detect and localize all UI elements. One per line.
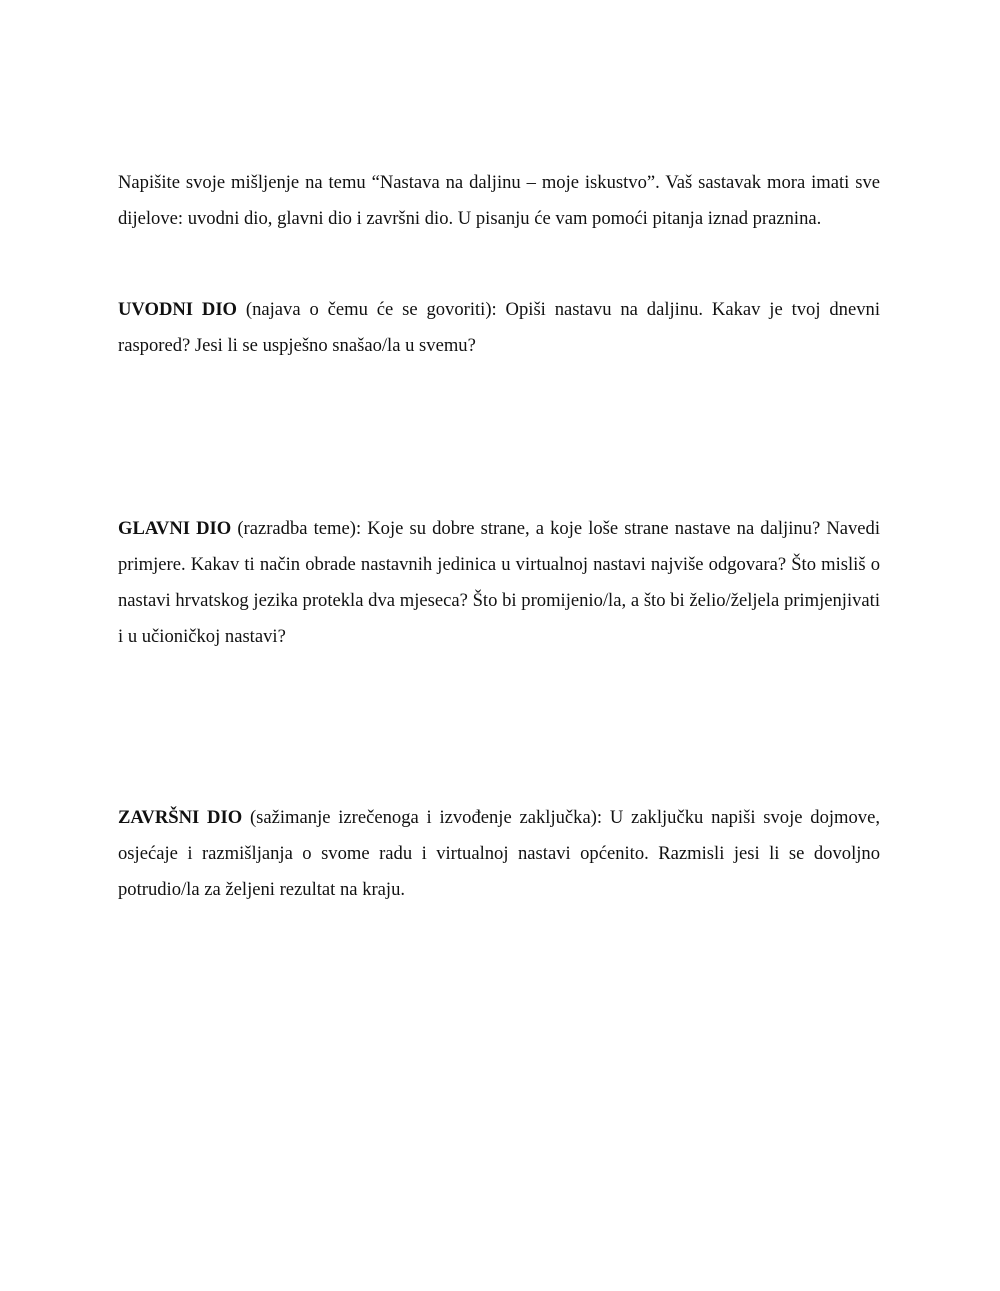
section-heading-zavrsni: ZAVRŠNI DIO (118, 807, 243, 828)
section-heading-uvodni: UVODNI DIO (118, 299, 238, 320)
instructions-text: Napišite svoje mišljenje na temu “Nastava na daljinu – moje iskustvo”. Vaš sastavak mora imati sve dijelove: uvodni dio, glavni dio i završni dio. U pisanju će vam pomoći pitanja iznad praznina. (118, 172, 880, 229)
section-zavrsni-dio (118, 800, 880, 908)
section-glavni-dio (118, 511, 880, 655)
section-text-uvodni: (najava o čemu će se govoriti): Opiši nastavu na daljinu. Kakav je tvoj dnevni raspored? Jesi li se uspješno snašao/la u svemu? (118, 299, 880, 356)
section-uvodni-dio (118, 292, 880, 364)
section-heading-glavni: GLAVNI DIO (118, 518, 232, 539)
section-text-glavni: (razradba teme): Koje su dobre strane, a koje loše strane nastave na daljinu? Navedi primjere. Kakav ti način obrade nastavnih jedinica u virtualnoj nastavi najviše odgovara? Što misliš o nastavi hrvatskog jezika protekla dva mjeseca? Što bi promijenio/la, a što bi želio/željela primjenjivati i u učioničkoj nastavi? (118, 518, 881, 647)
instructions-paragraph (118, 165, 880, 237)
section-text-zavrsni: (sažimanje izrečenoga i izvođenje zaključka): U zaključku napiši svoje dojmove, osjećaje i razmišljanja o svome radu i virtualnoj nastavi općenito. Razmisli jesi li se dovoljno potrudio/la za željeni rezultat na kraju. (118, 807, 880, 900)
